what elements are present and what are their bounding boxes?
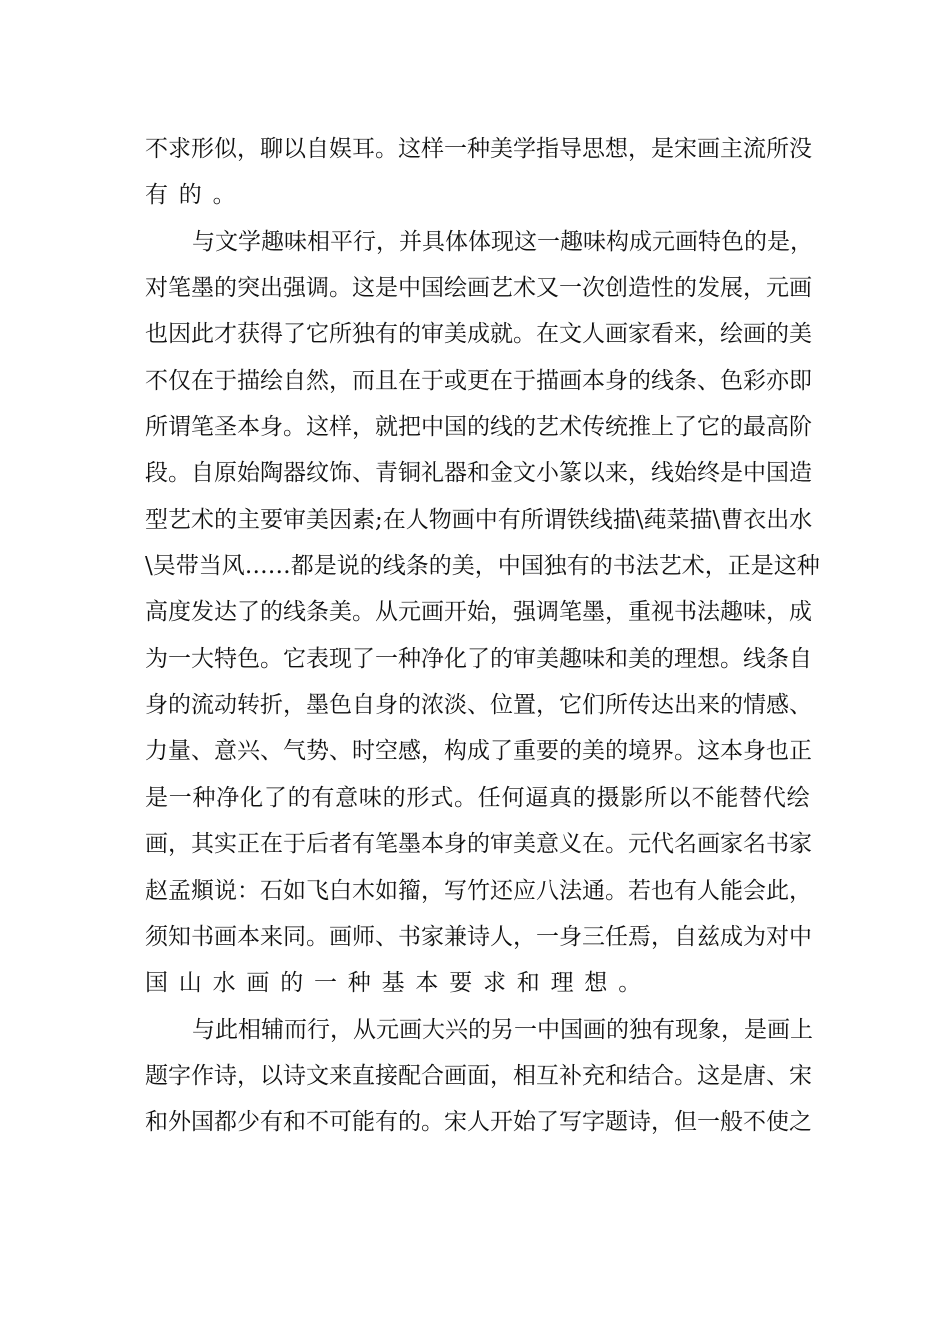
text-line: 高 度 发 达 了 的 线 条 美 。 从 元 画 开 始 ， 强 调 笔 墨 ， 重 视 书 法 趣 味 ， 成 — [145, 599, 812, 626]
text-line: \ 吴 带 当 风 … … 都 是 说 的 线 条 的 美 ， 中 国 独 有 的 书 法 艺 术 ， 正 是 这 种 — [145, 553, 820, 580]
text-line: 段 。 自 原 始 陶 器 纹 饰 、 青 铜 礼 器 和 金 文 小 篆 以 来 ， 线 始 终 是 中 国 造 — [145, 460, 812, 487]
text-line: 是 一 种 净 化 了 的 有 意 味 的 形 式 。 任 何 逼 真 的 摄 影 所 以 不 能 替 代 绘 — [145, 784, 810, 811]
text-line: 画 ， 其 实 正 在 于 后 者 有 笔 墨 本 身 的 审 美 意 义 在 。 元 代 名 画 家 名 书 家 — [145, 831, 812, 858]
text-line: 身 的 流 动 转 折 ， 墨 色 自 身 的 浓 淡 、 位 置 ， 它 们 所 传 达 出 来 的 情 感 、 — [145, 692, 812, 719]
text-line: 为 一 大 特 色 。 它 表 现 了 一 种 净 化 了 的 审 美 趣 味 和 美 的 理 想 。 线 条 自 — [145, 645, 812, 672]
text-line: 须 知 书 画 本 来 同 。 画 师 、 书 家 兼 诗 人 ， 一 身 三 任 焉 ， 自 兹 成 为 对 中 — [145, 923, 812, 950]
text-line: 与 此 相 辅 而 行 ， 从 元 画 大 兴 的 另 一 中 国 画 的 独 有 现 象 ， 是 画 上 — [192, 1016, 813, 1043]
text-line: 题 字 作 诗 ， 以 诗 文 来 直 接 配 合 画 面 ， 相 互 补 充 和 结 合 。 这 是 唐 、 宋 — [145, 1062, 812, 1089]
text-line: 也 因 此 才 获 得 了 它 所 独 有 的 审 美 成 就 。 在 文 人 画 家 看 来 ， 绘 画 的 美 — [145, 321, 812, 348]
text-line: 和 外 国 都 少 有 和 不 可 能 有 的 。 宋 人 开 始 了 写 字 题 诗 ， 但 一 般 不 使 之 — [145, 1109, 812, 1136]
text-line: 所 谓 笔 圣 本 身 。 这 样 ， 就 把 中 国 的 线 的 艺 术 传 统 推 上 了 它 的 最 高 阶 — [145, 414, 812, 441]
body-text — [145, 126, 820, 1146]
text-line: 型 艺 术 的 主 要 审 美 因 素 ; 在 人 物 画 中 有 所 谓 铁 线 描 \ 莼 菜 描 \ 曹 衣 出 水 — [145, 506, 813, 533]
text-line: 不 仅 在 于 描 绘 自 然 ， 而 且 在 于 或 更 在 于 描 画 本 身 的 线 条 、 色 彩 亦 即 — [145, 367, 812, 394]
text-line: 不 求 形 似 ， 聊 以 自 娱 耳 。 这 样 一 种 美 学 指 导 思 想 ， 是 宋 画 主 流 所 没 — [145, 136, 812, 162]
text-line: 国山水画的一种基本要求和理想。 — [145, 970, 652, 997]
text-line: 对 笔 墨 的 突 出 强 调 。 这 是 中 国 绘 画 艺 术 又 一 次 创 造 性 的 发 展 ， 元 画 — [145, 275, 812, 302]
text-line: 有的。 — [145, 182, 247, 209]
text-line: 与 文 学 趣 味 相 平 行 ， 并 具 体 体 现 这 一 趣 味 构 成 元 画 特 色 的 是 ， — [192, 228, 813, 255]
text-line: 赵 孟 頫 说 ： 石 如 飞 白 木 如 籀 ， 写 竹 还 应 八 法 通 。 若 也 有 人 能 会 此 ， — [145, 877, 812, 904]
text-line: 力 量 、 意 兴 、 气 势 、 时 空 感 ， 构 成 了 重 要 的 美 的 境 界 。 这 本 身 也 正 — [145, 738, 812, 765]
